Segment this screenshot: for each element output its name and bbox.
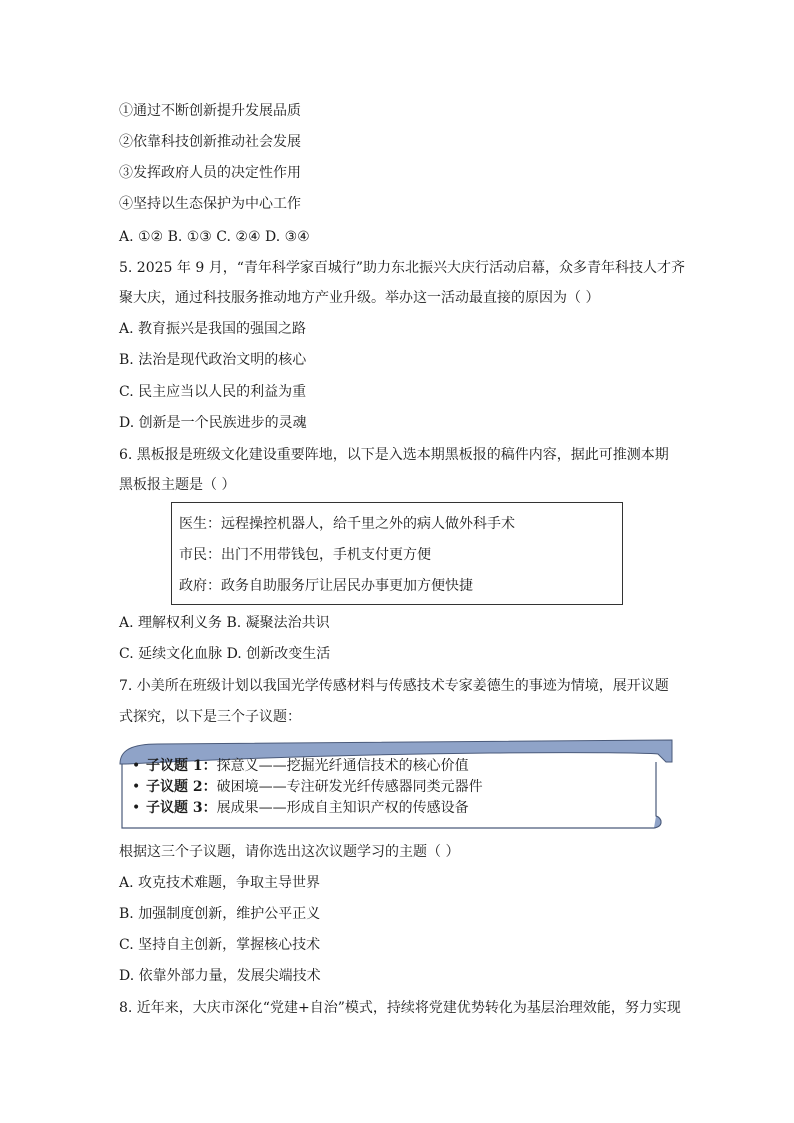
sub-topic-3-text: 展成果——形成自主知识产权的传感设备 — [216, 800, 469, 816]
q5-stem-line-2: 聚大庆，通过科技服务推动地方产业升级。举办这一活动最直接的原因为（ ） — [119, 290, 600, 306]
q6-stem-line-2: 黑板报主题是（ ） — [119, 477, 236, 493]
q7-choice-b: B. 加强制度创新，维护公平正义 — [119, 906, 321, 922]
doctor-line: 医生：远程操控机器人，给千里之外的病人做外科手术 — [179, 516, 515, 532]
government-line: 政府：政务自助服务厅让居民办事更加方便快捷 — [179, 578, 473, 594]
q7-stem-line-1: 7. 小美所在班级计划以我国光学传感材料与传感技术专家姜德生的事迹为情境，展开议题 — [119, 678, 669, 694]
sub-topic-1 — [132, 756, 469, 776]
q5-stem-line-1: 5. 2025 年 9 月，“青年科学家百城行”助力东北振兴大庆行活动启幕，众多青年科技人才齐 — [119, 260, 686, 276]
q6-choices-ab: A. 理解权利义务 B. 凝聚法治共识 — [119, 615, 330, 631]
q8-stem-line-1: 8. 近年来，大庆市深化“党建+自治”模式，持续将党建优势转化为基层治理效能，努力实现 — [119, 1000, 681, 1016]
q7-stem-line-2: 式探究，以下是三个子议题： — [119, 709, 301, 725]
sub-topic-1-text: 探意义——挖掘光纤通信技术的核心价值 — [216, 758, 469, 774]
bullet-icon: • — [132, 800, 141, 816]
citizen-line: 市民：出门不用带钱包，手机支付更方便 — [179, 547, 431, 563]
q5-choice-c: C. 民主应当以人民的利益为重 — [119, 384, 307, 400]
q5-choice-a: A. 教育振兴是我国的强国之路 — [119, 321, 307, 337]
sub-topic-3 — [132, 798, 469, 818]
sub-topic-2-text: 破困境——专注研发光纤传感器同类元器件 — [216, 779, 483, 795]
option-3: ③发挥政府人员的决定性作用 — [119, 165, 301, 181]
q7-question: 根据这三个子议题，请你选出这次议题学习的主题（ ） — [119, 844, 460, 860]
q5-choice-d: D. 创新是一个民族进步的灵魂 — [119, 415, 307, 431]
option-2: ②依靠科技创新推动社会发展 — [119, 134, 301, 150]
q6-stem-line-1: 6. 黑板报是班级文化建设重要阵地，以下是入选本期黑板报的稿件内容，据此可推测本期 — [119, 447, 669, 463]
option-1: ①通过不断创新提升发展品质 — [119, 103, 301, 119]
q6-choices-cd: C. 延续文化血脉 D. 创新改变生活 — [119, 646, 331, 662]
q7-choice-c: C. 坚持自主创新，掌握核心技术 — [119, 937, 321, 953]
q5-choice-b: B. 法治是现代政治文明的核心 — [119, 352, 307, 368]
q7-choice-d: D. 依靠外部力量，发展尖端技术 — [119, 968, 321, 984]
blackboard-content-box — [171, 502, 623, 605]
q4-answer-choices: A. ①② B. ①③ C. ②④ D. ③④ — [119, 229, 310, 245]
sub-topic-1-label: 子议题 1： — [146, 758, 217, 774]
sub-topic-2 — [132, 777, 483, 797]
bullet-icon: • — [132, 779, 141, 795]
sub-topics-scroll-box — [118, 738, 674, 832]
bullet-icon: • — [132, 758, 141, 774]
q7-choice-a: A. 攻克技术难题，争取主导世界 — [119, 875, 321, 891]
sub-topic-3-label: 子议题 3： — [146, 800, 217, 816]
sub-topic-2-label: 子议题 2： — [146, 779, 217, 795]
option-4: ④坚持以生态保护为中心工作 — [119, 196, 301, 212]
